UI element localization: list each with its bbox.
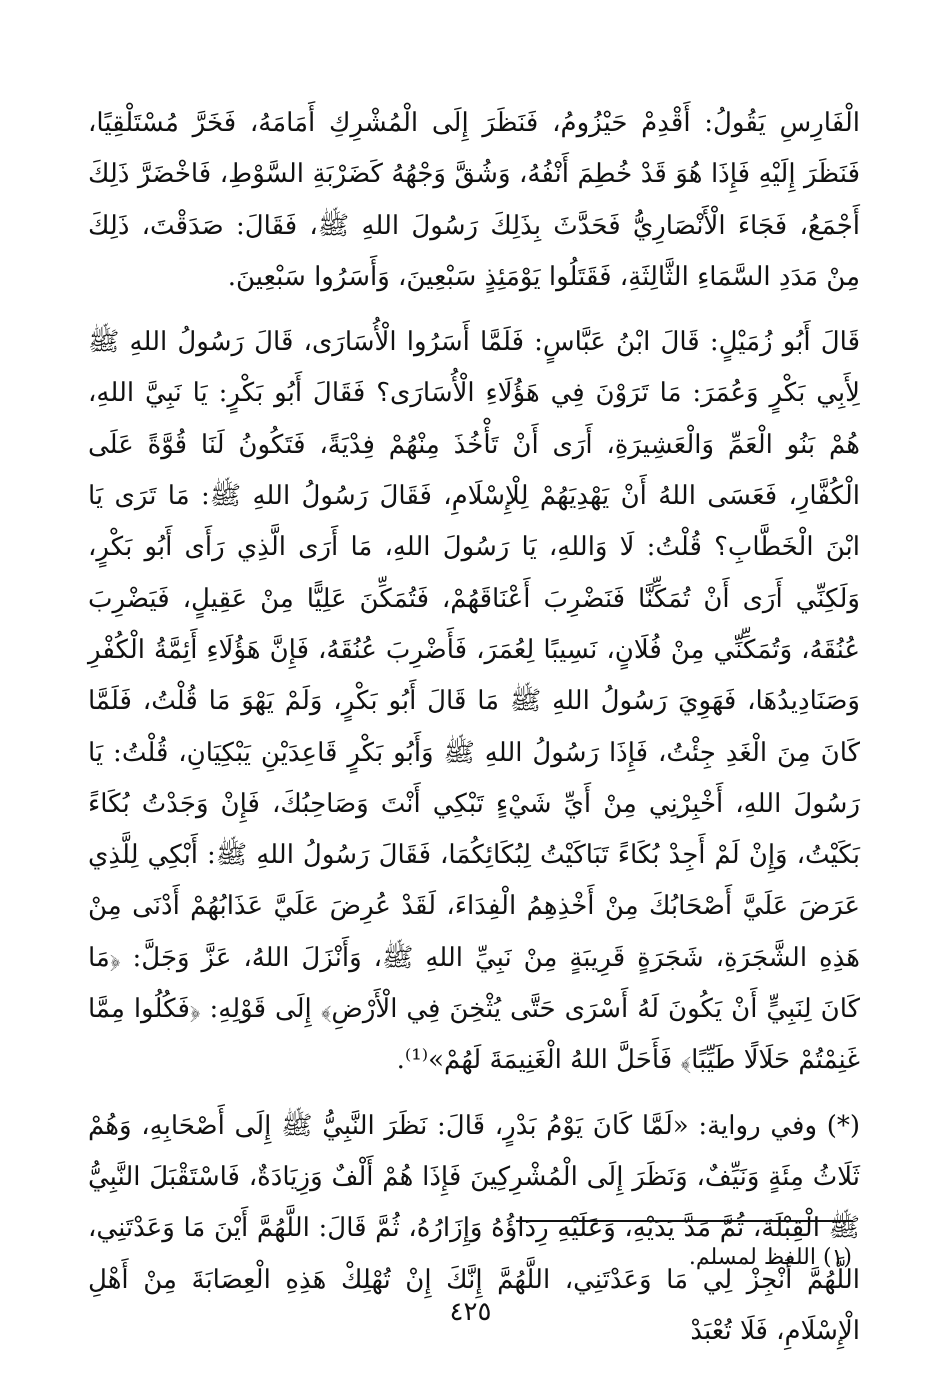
paragraph-3: (*) وفي رواية: «لَمَّا كَانَ يَوْمُ بَدْرٍ، قَالَ: نَظَرَ النَّبِيُّ ﷺ إِلَى أَصْحَابِهِ، وَهُمْ ثَلَاثُ مِئَةٍ وَنَيِّفٌ، وَنَظَرَ إِلَى الْمُشْرِكِينَ فَإِذَا هُمْ أَلْفٌ وَزِيَادَةٌ، فَاسْتَقْبَلَ النَّبِيُّ ﷺ الْقِبْلَةَ، ثُمَّ مَدَّ يَدَيْهِ، وَعَلَيْهِ رِدَاؤُهُ وَإِزَارُهُ، ثُمَّ قَالَ: اللَّهُمَّ أَيْنَ مَا وَعَدْتَنِي، اللَّهُمَّ أَنْجِزْ لِي مَا وَعَدْتَنِي، اللَّهُمَّ إِنَّكَ إِنْ تُهْلِكْ هَذِهِ الْعِصَابَةَ مِنْ أَهْلِ الْإِسْلَامِ، فَلَا تُعْبَدْ bbox=[88, 1110, 860, 1346]
paragraph-2: قَالَ أَبُو زُمَيْلٍ: قَالَ ابْنُ عَبَّاسٍ: فَلَمَّا أَسَرُوا الْأُسَارَى، قَالَ رَسُولُ اللهِ ﷺ لِأَبِي بَكْرٍ وَعُمَرَ: مَا تَرَوْنَ فِي هَؤُلَاءِ الْأُسَارَى؟ فَقَالَ أَبُو بَكْرٍ: يَا نَبِيَّ اللهِ، هُمْ بَنُو الْعَمِّ وَالْعَشِيرَةِ، أَرَى أَنْ تَأْخُذَ مِنْهُمْ فِدْيَةً، فَتَكُونُ لَنَا قُوَّةً عَلَى الْكُفَّارِ، فَعَسَى اللهُ أَنْ يَهْدِيَهُمْ لِلْإِسْلَامِ، فَقَالَ رَسُولُ اللهِ ﷺ: مَا تَرَى يَا ابْنَ الْخَطَّابِ؟ قُلْتُ: لَا وَاللهِ، يَا رَسُولَ اللهِ، مَا أَرَى الَّذِي رَأَى أَبُو بَكْرٍ، وَلَكِنِّي أَرَى أَنْ تُمَكِّنَّا فَنَضْرِبَ أَعْنَاقَهُمْ، فَتُمَكِّنَ عَلِيًّا مِنْ عَقِيلٍ، فَيَضْرِبَ عُنُقَهُ، وَتُمَكِّنِّي مِنْ فُلَانٍ، نَسِيبًا لِعُمَرَ، فَأَضْرِبَ عُنُقَهُ، فَإِنَّ هَؤُلَاءِ أَئِمَّةُ الْكُفْرِ وَصَنَادِيدُهَا، فَهَوِيَ رَسُولُ اللهِ ﷺ مَا قَالَ أَبُو بَكْرٍ، وَلَمْ يَهْوَ مَا قُلْتُ، فَلَمَّا كَانَ مِنَ الْغَدِ جِئْتُ، فَإِذَا رَسُولُ اللهِ ﷺ وَأَبُو بَكْرٍ قَاعِدَيْنِ يَبْكِيَانِ، قُلْتُ: يَا رَسُولَ اللهِ، أَخْبِرْنِي مِنْ أَيِّ شَيْءٍ تَبْكِي أَنْتَ وَصَاحِبُكَ، فَإِنْ وَجَدْتُ بُكَاءً بَكَيْتُ، وَإِنْ لَمْ أَجِدْ بُكَاءً تَبَاكَيْتُ لِبُكَائِكُمَا، فَقَالَ رَسُولُ اللهِ ﷺ: أَبْكِي لِلَّذِي عَرَضَ عَلَيَّ أَصْحَابُكَ مِنْ أَخْذِهِمُ الْفِدَاءَ، لَقَدْ عُرِضَ عَلَيَّ عَذَابُهُمْ أَدْنَى مِنْ هَذِهِ الشَّجَرَةِ، شَجَرَةٍ قَرِيبَةٍ مِنْ نَبِيِّ اللهِ ﷺ، وَأَنْزَلَ اللهُ، عَزَّ وَجَلَّ: ﴿مَا كَانَ لِنَبِيٍّ أَنْ يَكُونَ لَهُ أَسْرَى حَتَّى يُثْخِنَ فِي الْأَرْضِ﴾ إِلَى قَوْلِهِ: ﴿فَكُلُوا مِمَّا غَنِمْتُمْ حَلَالًا طَيِّبًا﴾ فَأَحَلَّ اللهُ الْغَنِيمَةَ لَهُمْ»⁽¹⁾. bbox=[88, 327, 861, 1076]
main-text bbox=[88, 98, 860, 1357]
paragraph-1: الْفَارِسِ يَقُولُ: أَقْدِمْ حَيْزُومُ، فَنَظَرَ إِلَى الْمُشْرِكِ أَمَامَهُ، فَخَرَّ مُسْتَلْقِيًا، فَنَظَرَ إِلَيْهِ فَإِذَا هُوَ قَدْ خُطِمَ أَنْفُهُ، وَشُقَّ وَجْهُهُ كَضَرْبَةِ السَّوْطِ، فَاخْضَرَّ ذَلِكَ أَجْمَعُ، فَجَاءَ الْأَنْصَارِيُّ فَحَدَّثَ بِذَلِكَ رَسُولَ اللهِ ﷺ، فَقَالَ: صَدَقْتَ، ذَلِكَ مِنْ مَدَدِ السَّمَاءِ الثَّالِثَةِ، فَقَتَلُوا يَوْمَئِذٍ سَبْعِينَ، وَأَسَرُوا سَبْعِينَ. bbox=[88, 108, 860, 292]
footnote: (١) اللفظ لمسلم. bbox=[688, 1245, 852, 1270]
page-number: ٤٢٥ bbox=[449, 1297, 492, 1327]
footnote-divider bbox=[516, 1220, 853, 1222]
